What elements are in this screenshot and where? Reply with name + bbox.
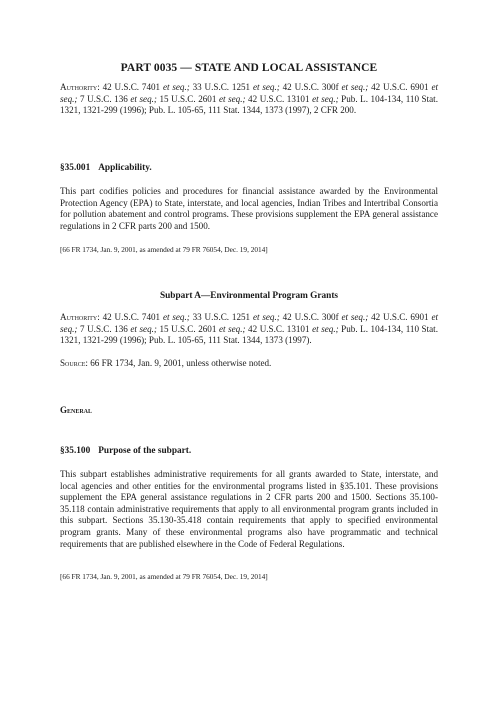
authority-label: Authority [60, 82, 98, 92]
section-body-35-001: This part codifies policies and procedures for financial assistance awarded by the Environmental Protection Agency (EPA) to State, interstate, and local agencies, Indian Tribes and Intertribal Consortia for pollution abatement and control programs. These provisions supplement the EPA general assistance regulations in 2 CFR parts 200 and 1500. [60, 186, 438, 231]
section-number: §35.001 [60, 163, 91, 173]
et-seq-italic: et seq.; [130, 323, 157, 334]
section-title: Applicability. [98, 163, 152, 173]
citation-35-001: [66 FR 1734, Jan. 9, 2001, as amended at 79 FR 76054, Dec. 19, 2014] [60, 245, 268, 254]
citation-text: 42 U.S.C. 300f [279, 82, 342, 92]
citation-text: 7 U.S.C. 136 [77, 93, 131, 104]
et-seq-italic: et seq.; [60, 82, 439, 104]
citation-text: 42 U.S.C. 6901 [368, 82, 432, 92]
authority-citations [60, 82, 438, 115]
citation-35-100: [66 FR 1734, Jan. 9, 2001, as amended at 79 FR 76054, Dec. 19, 2014] [60, 572, 268, 581]
et-seq-italic: et seq.; [341, 82, 369, 92]
authority-label: Authority [60, 312, 98, 322]
citation-text: 42 U.S.C. 13101 [245, 93, 313, 104]
citation-text: Pub. L. 104-134, 110 Stat. 1321, 1321-299 (1996); Pub. L. 105-65, 111 Stat. 1344, 1373 (1997). [60, 323, 438, 346]
authority-note-subpart: Authority: 42 U.S.C. 7401 et seq.; 33 U.S.C. 1251 et seq.; 42 U.S.C. 300f et seq.; 42 U.S.C. 6901 et seq.; 7 U.S.C. 136 et seq.; 15 U.S.C. 2601 et seq.; 42 U.S.C. 13101 et seq.; Pub. L. 104-134, 110 Stat. 1321, 1321-299 (1996); Pub. L. 105-65, 111 Stat. 1344, 1373 (1997). [60, 312, 439, 346]
citation-text: 42 U.S.C. 13101 [245, 323, 313, 334]
citation-text: 15 U.S.C. 2601 [156, 323, 219, 334]
authority-citations [60, 312, 438, 345]
citation-text: Pub. L. 104-134, 110 Stat. 1321, 1321-299 (1996); Pub. L. 105-65, 111 Stat. 1344, 1373 (1997), 2 CFR 200. [60, 93, 438, 116]
section-heading-35-100 [60, 446, 438, 456]
et-seq-italic: et seq.; [218, 93, 246, 104]
et-seq-italic: et seq.; [312, 323, 339, 334]
section-body-35-100: This subpart establishes administrative requirements for all grants awarded to State, interstate, and local agencies and other entities for the environmental programs listed in §35.101. These provisions supplement the EPA general assistance regulations in 2 CFR parts 200 and 1500. Sections 35.100-35.118 contain administrative requirements that apply to all environmental program grants included in this subpart. Sections 35.130-35.418 contain requirements that apply to specified environmental program grants. Many of these environmental programs also have programmatic and technical requirements that are published elsewhere in the Code of Federal Regulations. [60, 469, 438, 549]
citation-text: 42 U.S.C. 300f [279, 312, 342, 322]
source-text: 66 FR 1734, Jan. 9, 2001, unless otherwise noted. [90, 358, 272, 368]
citation-text: 7 U.S.C. 136 [77, 323, 131, 334]
citation-text: 33 U.S.C. 1251 [189, 82, 253, 92]
section-title: Purpose of the subpart. [98, 446, 192, 456]
et-seq-italic: et seq.; [60, 312, 439, 334]
authority-note-part: Authority: 42 U.S.C. 7401 et seq.; 33 U.S.C. 1251 et seq.; 42 U.S.C. 300f et seq.; 42 U.S.C. 6901 et seq.; 7 U.S.C. 136 et seq.; 15 U.S.C. 2601 et seq.; 42 U.S.C. 13101 et seq.; Pub. L. 104-134, 110 Stat. 1321, 1321-299 (1996); Pub. L. 105-65, 111 Stat. 1344, 1373 (1997), 2 CFR 200. [60, 82, 439, 116]
et-seq-italic: et seq.; [162, 312, 190, 322]
citation-text: 42 U.S.C. 6901 [368, 312, 432, 322]
section-heading-35-001 [60, 163, 438, 173]
et-seq-italic: et seq.; [252, 82, 280, 92]
subpart-heading: Subpart A—Environmental Program Grants [159, 291, 339, 301]
general-heading: General [60, 405, 93, 415]
part-title: PART 0035 — STATE AND LOCAL ASSISTANCE [120, 62, 378, 74]
et-seq-italic: et seq.; [341, 312, 369, 322]
source-label: Source [60, 358, 86, 368]
citation-text: 42 U.S.C. 7401 [102, 312, 163, 322]
et-seq-italic: et seq.; [130, 93, 157, 104]
citation-text: 15 U.S.C. 2601 [156, 93, 219, 104]
source-note: Source: 66 FR 1734, Jan. 9, 2001, unless otherwise noted. [60, 358, 272, 368]
et-seq-italic: et seq.; [218, 323, 246, 334]
section-number: §35.100 [60, 446, 91, 456]
et-seq-italic: et seq.; [162, 82, 190, 92]
citation-text: 33 U.S.C. 1251 [189, 312, 253, 322]
citation-text: 42 U.S.C. 7401 [102, 82, 163, 92]
et-seq-italic: et seq.; [312, 93, 339, 104]
et-seq-italic: et seq.; [252, 312, 280, 322]
